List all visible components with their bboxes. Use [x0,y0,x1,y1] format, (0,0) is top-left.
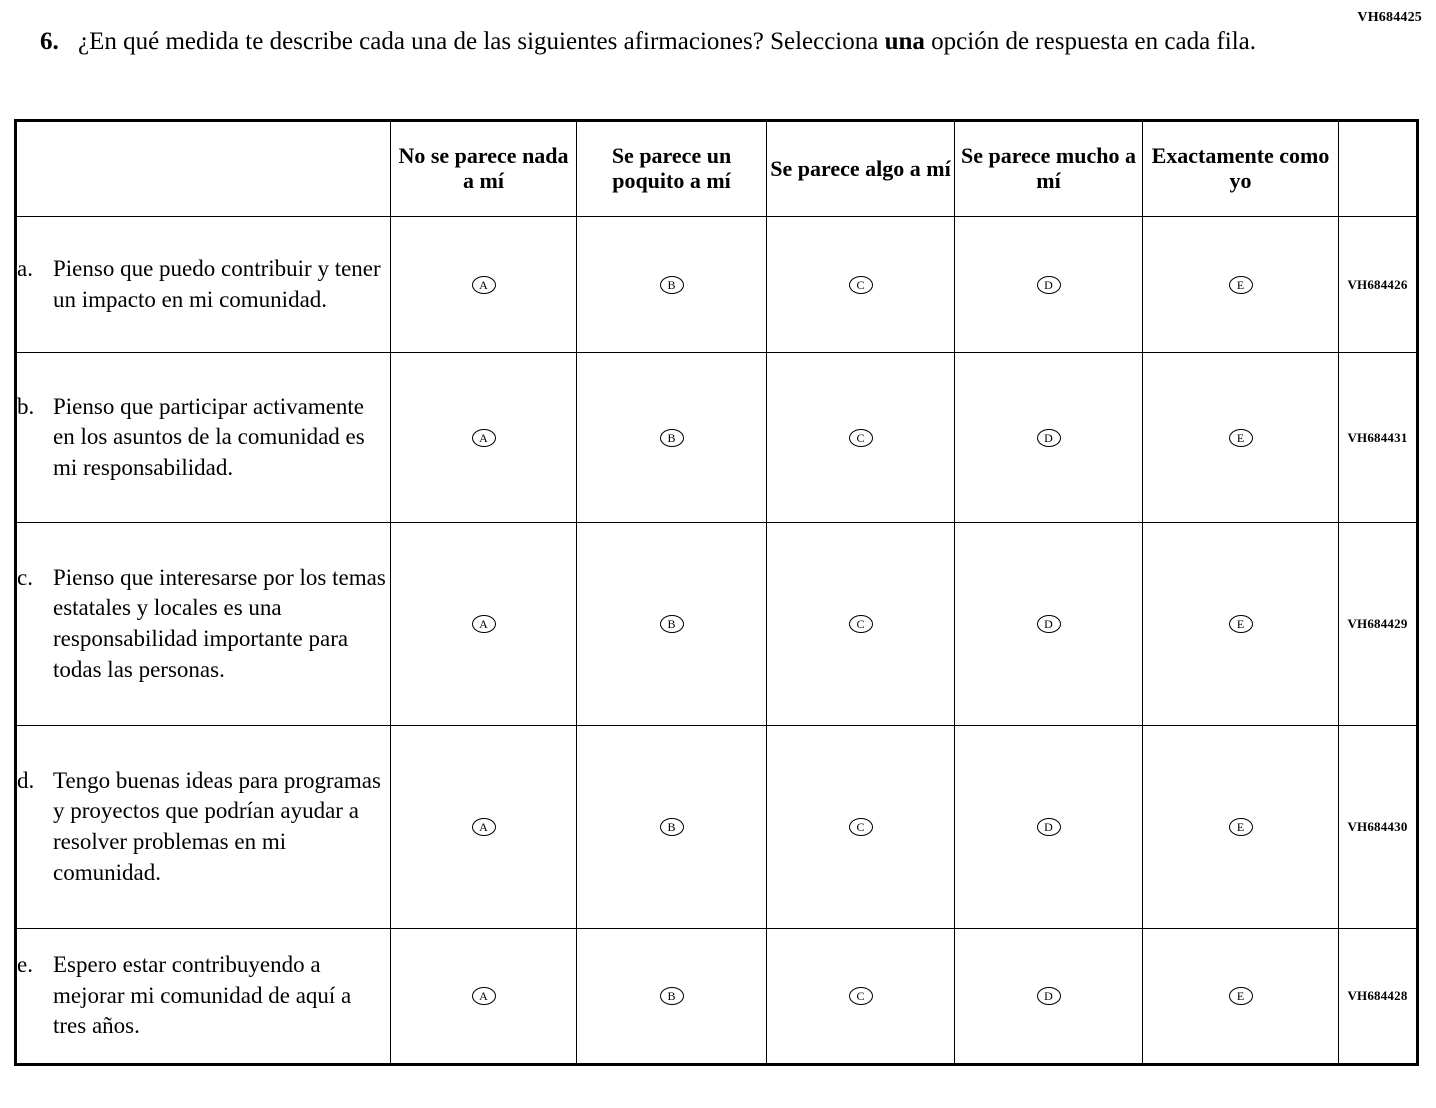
row-item-code: VH684428 [1339,929,1418,1065]
bubble-b[interactable]: B [660,276,684,294]
row-item-code: VH684429 [1339,523,1418,726]
row-letter: b. [17,393,35,419]
row-item-code: VH684430 [1339,726,1418,929]
bubble-c[interactable]: C [849,615,873,633]
option-cell-b[interactable] [577,353,767,523]
option-cell-b[interactable] [577,217,767,353]
row-item-code: VH684426 [1339,217,1418,353]
table-row [16,929,1418,1065]
question-text-part2: opción de respuesta en cada fila. [924,28,1257,55]
table-row [16,726,1418,929]
bubble-e[interactable]: E [1229,276,1253,294]
option-cell-d[interactable] [955,929,1143,1065]
bubble-d[interactable]: D [1037,429,1061,447]
bubble-d[interactable]: D [1037,615,1061,633]
bubble-a[interactable]: A [472,276,496,294]
header-option-c: Se parece algo a mí [767,121,955,217]
row-text: Pienso que participar activamente en los asuntos de la comunidad es mi responsabilidad. [53,393,365,480]
bubble-c[interactable]: C [849,276,873,294]
row-text: Pienso que puedo contribuir y tener un impacto en mi comunidad. [53,255,381,312]
option-cell-c[interactable] [767,523,955,726]
row-text: Pienso que interesarse por los temas estatales y locales es una responsabilidad importante para todas las personas. [53,564,386,682]
option-cell-a[interactable] [391,929,577,1065]
option-cell-e[interactable] [1143,726,1339,929]
question-text-part1: ¿En qué medida te describe cada una de las siguientes afirmaciones? Selecciona [78,28,885,55]
row-letter: c. [17,564,33,590]
bubble-b[interactable]: B [660,615,684,633]
row-statement-a [16,217,391,353]
option-cell-d[interactable] [955,726,1143,929]
bubble-d[interactable]: D [1037,276,1061,294]
matrix-question-table-wrapper [14,119,1416,1066]
row-item-code: VH684431 [1339,353,1418,523]
option-cell-c[interactable] [767,726,955,929]
header-option-d: Se parece mucho a mí [955,121,1143,217]
bubble-a[interactable]: A [472,429,496,447]
option-cell-a[interactable] [391,353,577,523]
table-row [16,353,1418,523]
header-statement-column [16,121,391,217]
option-cell-d[interactable] [955,353,1143,523]
row-text: Tengo buenas ideas para programas y proyectos que podrían ayudar a resolver problemas en mi comunidad. [53,767,381,885]
bubble-b[interactable]: B [660,987,684,1005]
row-letter: e. [17,952,33,978]
header-code-column [1339,121,1418,217]
option-cell-b[interactable] [577,929,767,1065]
option-cell-a[interactable] [391,523,577,726]
bubble-b[interactable]: B [660,818,684,836]
option-cell-e[interactable] [1143,353,1339,523]
row-statement-e [16,929,391,1065]
bubble-e[interactable]: E [1229,615,1253,633]
option-cell-d[interactable] [955,523,1143,726]
bubble-d[interactable]: D [1037,818,1061,836]
row-statement-b [16,353,391,523]
bubble-c[interactable]: C [849,818,873,836]
row-letter: a. [17,255,33,281]
bubble-b[interactable]: B [660,429,684,447]
option-cell-a[interactable] [391,217,577,353]
bubble-e[interactable]: E [1229,987,1253,1005]
table-row [16,217,1418,353]
page-item-code: VH684425 [1357,10,1422,25]
row-statement-d [16,726,391,929]
bubble-a[interactable]: A [472,615,496,633]
header-option-e: Exactamente como yo [1143,121,1339,217]
bubble-a[interactable]: A [472,818,496,836]
matrix-question-table [14,119,1419,1066]
option-cell-e[interactable] [1143,217,1339,353]
bubble-a[interactable]: A [472,987,496,1005]
row-letter: d. [17,767,35,793]
option-cell-a[interactable] [391,726,577,929]
bubble-e[interactable]: E [1229,429,1253,447]
bubble-d[interactable]: D [1037,987,1061,1005]
option-cell-c[interactable] [767,353,955,523]
question-text [78,26,1330,58]
bubble-c[interactable]: C [849,429,873,447]
question-text-emphasis: una [884,28,925,55]
row-statement-c [16,523,391,726]
header-option-b: Se parece un poquito a mí [577,121,767,217]
option-cell-b[interactable] [577,726,767,929]
table-header-row [16,121,1418,217]
table-row [16,523,1418,726]
bubble-e[interactable]: E [1229,818,1253,836]
option-cell-e[interactable] [1143,929,1339,1065]
option-cell-d[interactable] [955,217,1143,353]
question-number: 6. [40,28,59,55]
option-cell-c[interactable] [767,217,955,353]
question-stem [40,26,1330,58]
option-cell-b[interactable] [577,523,767,726]
bubble-c[interactable]: C [849,987,873,1005]
option-cell-e[interactable] [1143,523,1339,726]
header-option-a: No se parece nada a mí [391,121,577,217]
row-text: Espero estar contribuyendo a mejorar mi comunidad de aquí a tres años. [53,952,352,1039]
option-cell-c[interactable] [767,929,955,1065]
